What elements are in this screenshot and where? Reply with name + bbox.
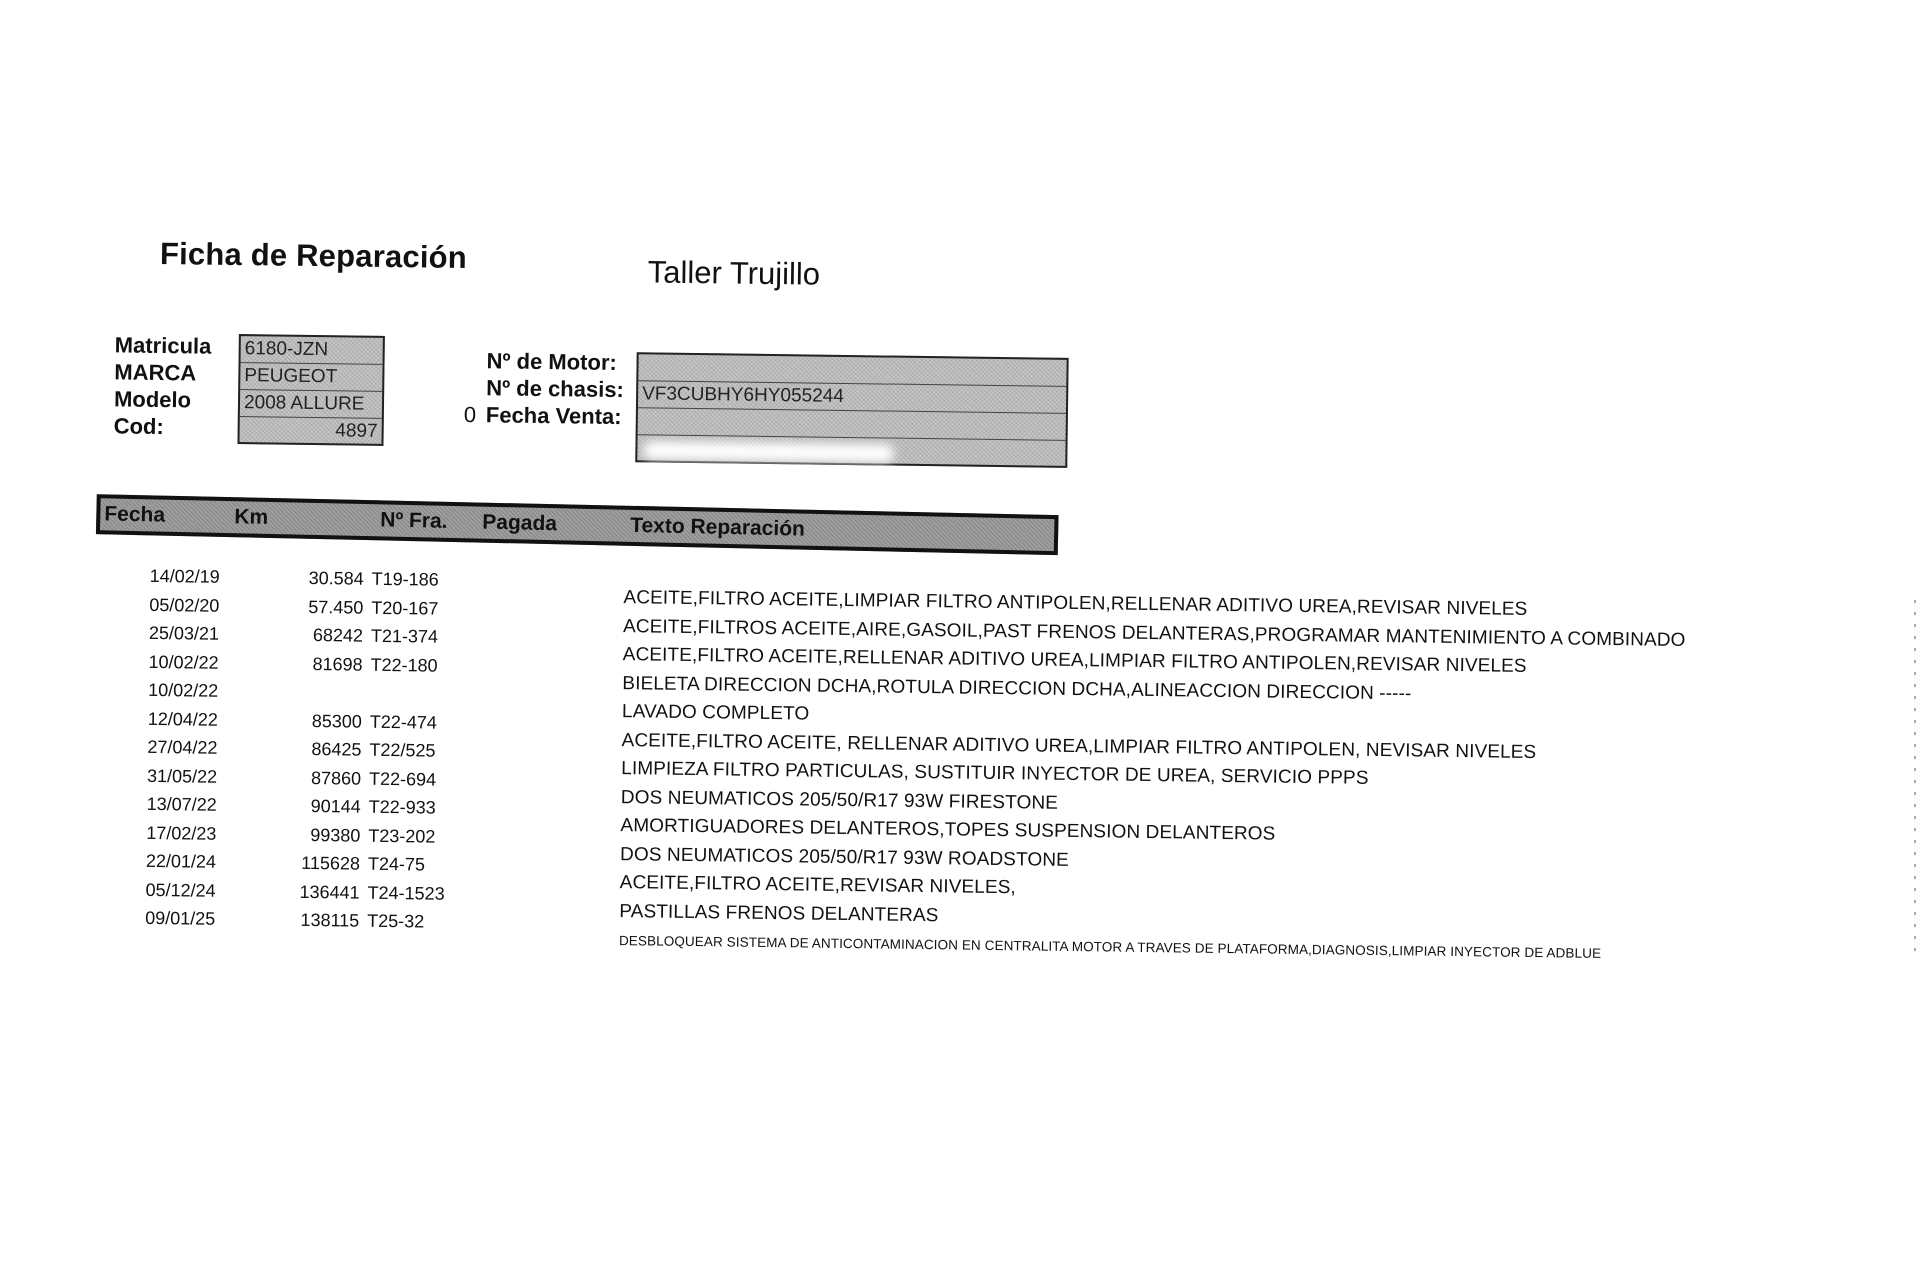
chassis-value: VF3CUBHY6HY055244	[638, 381, 1066, 414]
row-km: 68242	[312, 625, 364, 646]
model-value: 2008 ALLURE	[240, 390, 382, 419]
row-km: 136441	[299, 881, 360, 903]
vehicle-label-matricula: Matricula	[114, 332, 212, 359]
row-invoice: T22-933	[368, 796, 436, 818]
page-title: Ficha de Reparación	[159, 236, 468, 276]
row-km: 30.584	[308, 567, 364, 589]
row-km	[282, 682, 362, 683]
row-invoice: T24-75	[367, 853, 426, 875]
redacted-row	[637, 435, 1065, 468]
engine-label-prefix: 0	[463, 401, 477, 428]
row-invoice: T20-167	[371, 597, 439, 619]
row-date: 13/07/22	[146, 793, 217, 815]
redaction-blur	[643, 441, 893, 462]
row-date: 10/02/22	[148, 679, 219, 701]
row-km: 86425	[311, 739, 362, 760]
vehicle-label-cod: Cod:	[113, 413, 164, 440]
row-km: 115628	[301, 852, 361, 874]
engine-label-fecha-venta: Fecha Venta:	[485, 402, 622, 430]
row-date: 22/01/24	[145, 850, 217, 872]
col-fra: Nº Fra.	[380, 508, 448, 533]
repair-text: AMORTIGUADORES DELANTEROS,TOPES SUSPENSION DELANTEROS	[620, 815, 1276, 845]
repair-text: ACEITE,FILTRO ACEITE, RELLENAR ADITIVO UREA,LIMPIAR FILTRO ANTIPOLEN, NEVISAR NIVELES	[621, 729, 1537, 763]
scan-margin-mark	[1914, 600, 1916, 960]
row-km: 87860	[310, 767, 362, 789]
row-date: 10/02/22	[148, 651, 219, 673]
repair-text: DOS NEUMATICOS 205/50/R17 93W FIRESTONE	[620, 786, 1059, 814]
row-invoice: T19-186	[371, 568, 439, 590]
brand-value: PEUGEOT	[240, 363, 382, 392]
repair-text: DESBLOQUEAR SISTEMA DE ANTICONTAMINACION EN CENTRALITA MOTOR A TRAVES DE PLATAFORMA,DIAGNOSIS,LIMPIAR INYECTOR DE ADBLUE	[618, 933, 1602, 961]
row-date: 09/01/25	[145, 907, 216, 929]
row-invoice: T21-374	[370, 625, 439, 647]
row-km: 57.450	[308, 596, 364, 618]
engine-label-chasis: Nº de chasis:	[486, 375, 625, 403]
code-value: 4897	[335, 420, 378, 442]
repair-text: LIMPIEZA FILTRO PARTICULAS, SUSTITUIR INYECTOR DE UREA, SERVICIO PPPS	[621, 758, 1369, 789]
row-invoice: T22-694	[368, 768, 437, 790]
row-invoice: T25-32	[367, 910, 425, 932]
row-date: 17/02/23	[146, 822, 217, 844]
plate-value: 6180-JZN	[241, 336, 383, 365]
repair-text: ACEITE,FILTROS ACEITE,AIRE,GASOIL,PAST FRENOS DELANTERAS,PROGRAMAR MANTENIMIENTO A COMBINADO	[622, 615, 1686, 651]
repair-text: ACEITE,FILTRO ACEITE,RELLENAR ADITIVO UREA,LIMPIAR FILTRO ANTIPOLEN,REVISAR NIVELES	[622, 644, 1527, 677]
row-invoice: T22/525	[369, 739, 436, 761]
col-pagada: Pagada	[482, 510, 558, 536]
col-km: Km	[234, 505, 269, 529]
row-invoice: T22-180	[370, 654, 438, 676]
row-km: 90144	[310, 796, 361, 817]
vehicle-values-box	[237, 334, 384, 446]
row-km: 99380	[310, 824, 361, 846]
repair-text: ACEITE,FILTRO ACEITE,LIMPIAR FILTRO ANTIPOLEN,RELLENAR ADITIVO UREA,REVISAR NIVELES	[623, 587, 1528, 620]
repair-text: PASTILLAS FRENOS DELANTERAS	[619, 900, 939, 926]
repair-text: BIELETA DIRECCION DCHA,ROTULA DIRECCION DCHA,ALINEACCION DIRECCION -----	[622, 672, 1412, 704]
row-date: 05/02/20	[149, 594, 220, 616]
repair-text: LAVADO COMPLETO	[621, 701, 810, 725]
row-invoice: T23-202	[368, 825, 436, 847]
row-date: 14/02/19	[149, 565, 220, 587]
row-km: 85300	[311, 710, 362, 732]
col-texto: Texto Reparación	[629, 513, 806, 541]
row-date: 25/03/21	[148, 622, 220, 644]
row-date: 05/12/24	[145, 879, 216, 901]
shop-name: Taller Trujillo	[647, 254, 821, 292]
row-km: 81698	[312, 653, 363, 675]
row-invoice: T24-1523	[367, 882, 445, 904]
col-fecha: Fecha	[104, 502, 166, 527]
engine-label-motor: Nº de Motor:	[486, 348, 617, 375]
repair-text: DOS NEUMATICOS 205/50/R17 93W ROADSTONE	[619, 843, 1070, 871]
vehicle-label-modelo: Modelo	[113, 386, 192, 413]
repair-text: ACEITE,FILTRO ACEITE,REVISAR NIVELES,	[619, 872, 1016, 899]
engine-values-box	[635, 352, 1068, 468]
row-invoice: T22-474	[369, 711, 438, 733]
row-date: 31/05/22	[146, 765, 218, 787]
vehicle-label-marca: MARCA	[114, 359, 197, 386]
row-date: 12/04/22	[147, 708, 218, 730]
row-km: 138115	[300, 909, 360, 931]
table-header	[96, 494, 1059, 555]
row-date: 27/04/22	[147, 736, 218, 758]
